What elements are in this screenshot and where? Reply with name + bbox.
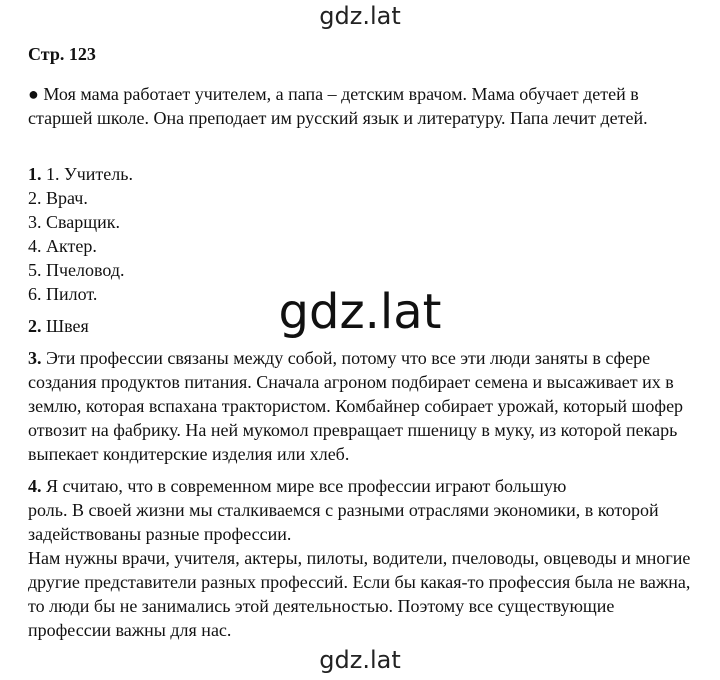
task-4-line: Нам нужны врачи, учителя, актеры, пилоты, водители, пчеловоды, овцеводы и многие bbox=[28, 548, 691, 568]
task-3-line: создания продуктов питания. Сначала агроном подбирает семена и высаживает их в bbox=[28, 372, 674, 392]
task-3-number: 3. bbox=[28, 348, 42, 368]
task-3-text: Эти профессии связаны между собой, потому что все эти люди заняты в сфере bbox=[46, 348, 651, 368]
intro-line bbox=[28, 82, 698, 106]
watermark-middle: gdz.lat bbox=[278, 284, 442, 340]
task-1-item: 3. Сварщик. bbox=[28, 212, 120, 232]
task-2-number: 2. bbox=[28, 316, 42, 336]
task-3 bbox=[28, 346, 698, 466]
task-1-first-line bbox=[28, 162, 698, 186]
page-title: Стр. 123 bbox=[28, 44, 96, 64]
task-3-line: землю, которая вспахана трактористом. Комбайнер собирает урожай, который шофер bbox=[28, 396, 684, 416]
task-4-line: задействованы разные профессии. bbox=[28, 524, 292, 544]
intro-line-text: Моя мама работает учителем, а папа – детским врачом. Мама обучает детей в bbox=[43, 84, 639, 104]
watermark-top: gdz.lat bbox=[319, 2, 401, 30]
task-3-line: отвозит на фабрику. На ней мукомол превращает пшеницу в муку, из которой пекарь bbox=[28, 420, 678, 440]
task-4 bbox=[28, 474, 698, 642]
watermark-bottom: gdz.lat bbox=[319, 646, 401, 674]
intro-paragraph bbox=[28, 82, 698, 130]
task-3-line: выпекает кондитерские изделия или хлеб. bbox=[28, 444, 350, 464]
task-1-item: 5. Пчеловод. bbox=[28, 260, 125, 280]
task-2 bbox=[28, 314, 698, 338]
task-4-text: Я считаю, что в современном мире все профессии играют большую bbox=[46, 476, 567, 496]
task-2-text: Швея bbox=[46, 316, 89, 336]
task-4-line: другие представители разных профессий. Если бы какая-то профессия была не важна, bbox=[28, 572, 691, 592]
task-1-item: 1. Учитель. bbox=[46, 164, 133, 184]
task-4-line: роль. В своей жизни мы сталкиваемся с разными отраслями экономики, в которой bbox=[28, 500, 659, 520]
intro-line: старшей школе. Она преподает им русский язык и литературу. Папа лечит детей. bbox=[28, 108, 648, 128]
document-body bbox=[28, 42, 698, 650]
task-4-line: профессии важны для нас. bbox=[28, 620, 232, 640]
task-1 bbox=[28, 162, 698, 306]
bullet-icon: ● bbox=[28, 84, 39, 104]
task-1-item: 4. Актер. bbox=[28, 236, 97, 256]
task-2-line bbox=[28, 314, 698, 338]
task-1-item: 2. Врач. bbox=[28, 188, 88, 208]
task-4-line bbox=[28, 474, 698, 498]
task-1-number: 1. bbox=[28, 164, 42, 184]
task-1-item: 6. Пилот. bbox=[28, 284, 98, 304]
task-4-number: 4. bbox=[28, 476, 42, 496]
task-3-line bbox=[28, 346, 698, 370]
task-4-line: то люди бы не занимались этой деятельностью. Поэтому все существующие bbox=[28, 596, 615, 616]
